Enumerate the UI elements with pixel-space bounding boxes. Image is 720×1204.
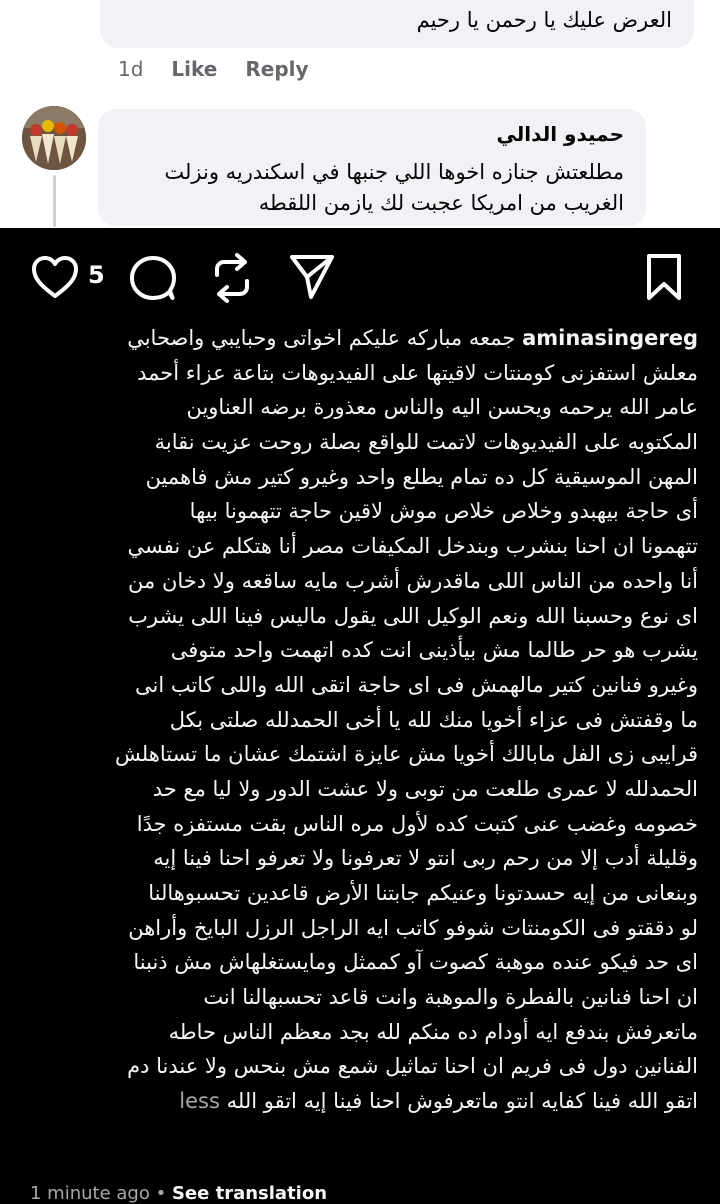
- post-meta: [30, 1183, 327, 1204]
- comment-bubble-icon[interactable]: [128, 254, 178, 302]
- post-time: 1 minute ago: [30, 1183, 150, 1204]
- like-button[interactable]: Like: [171, 57, 218, 81]
- caption-line: اى نوع وحسبنا الله ونعم الوكيل اللى يقول ماليس فينا اللى يشرب: [128, 603, 698, 628]
- caption-text: جمعه مباركه عليكم اخواتى وحبايبي واصحابي: [127, 326, 516, 350]
- comment-bubble[interactable]: [100, 0, 694, 48]
- comment-actions: [118, 57, 309, 81]
- reply-button[interactable]: Reply: [245, 57, 309, 81]
- post-username[interactable]: aminasingereg: [522, 326, 698, 350]
- caption-line: الحمدلله لا عمرى طلعت من توبى ولا عشت الدور ولا ليا مع حد: [152, 776, 698, 801]
- comment-time: 1d: [118, 57, 144, 81]
- post-section: [0, 228, 720, 1204]
- comment-bubble[interactable]: [98, 109, 646, 226]
- caption-line: ماتعرفش بندفع ايه أودام ده منكم لله بجد معظم الناس حاطه: [168, 1019, 698, 1044]
- caption-text: اتقو الله فينا كفايه انتو ماتعرفوش احنا فينا إيه اتقو الله: [226, 1089, 698, 1114]
- send-icon[interactable]: [287, 252, 337, 302]
- caption-line: خصومه وغضب عنى كتبت كده لأول مره الناس بقت مستفزه جدًا: [136, 811, 698, 836]
- caption-line: ان احنا فنانين بالفطرة والموهبة وانت قاعد تحسبهالنا انت: [203, 985, 698, 1010]
- bookmark-icon[interactable]: [644, 252, 684, 302]
- caption-line: [18, 1084, 698, 1119]
- caption-line: المكتوبه على الفيديوهات لاتمت للواقع بصلة روحت عزيت نقابة: [154, 430, 698, 455]
- comment-text: [104, 157, 624, 219]
- meta-separator: •: [155, 1183, 167, 1204]
- see-translation-link[interactable]: See translation: [171, 1183, 328, 1204]
- caption-line: الفنانين دول فى فريم ان احنا تماثيل شمع مش بنحس ولا عندنا دم: [127, 1054, 698, 1079]
- like-count[interactable]: 5: [88, 261, 105, 289]
- caption-line: [18, 321, 698, 356]
- thread-line: [53, 175, 56, 227]
- caption-line: اى حد فيكو عنده موهبة كصوت آو كممثل ومايستغلهاش مش ذنبنا: [133, 950, 698, 975]
- caption-line: يشرب هو حر طالما مش بيأذينى انت كده اتهمت واحد متوفى: [170, 638, 698, 663]
- caption-line: ما وقفتش فى عزاء أخويا منك لله يا أخى الحمدلله صلتى بكل: [169, 707, 698, 732]
- caption-line: وقليلة أدب إلا من رحم ربى انتو لا تعرفونا ولا تعرفو احنا فينا إيه: [153, 846, 698, 871]
- heart-icon[interactable]: [30, 254, 80, 300]
- caption-line: أى حاجة بيهبدو وخلاص خلاص موش لاقين حاجة تتهمونا بيها: [189, 499, 698, 524]
- less-link[interactable]: less: [179, 1089, 220, 1114]
- caption-line: تتهمونا ان احنا بنشرب وبندخل المكيفات مصر أنا هتكلم عن نفسي: [127, 534, 698, 559]
- caption-line: لو دققتو فى الكومنتات شوفو كاتب ايه الراجل الرزل البايخ وأراهن: [128, 915, 698, 940]
- avatar[interactable]: [22, 106, 86, 170]
- caption-line: وبنعانى من إيه حسدتونا وعنيكم جابتنا الأرض قاعدين تحسبوهالنا: [148, 881, 698, 905]
- comment-text: العرض عليك يا رحمن يا رحيم: [416, 8, 672, 32]
- repost-icon[interactable]: [208, 253, 256, 303]
- comment-author[interactable]: حميدو الدالي: [496, 122, 624, 146]
- post-caption: [18, 321, 698, 1119]
- comment-line: مطلعتش جنازه اخوها اللي جنبها في اسكندريه ونزلت: [164, 160, 624, 184]
- caption-line: وغيرو فنانين كتير مالهمش فى اى حاجة اتقى الله واللى كاتب انى: [134, 672, 698, 697]
- caption-line: المهن الموسيقية كل ده تمام يطلع واحد وغيرو كتير مش فاهمين: [145, 464, 698, 489]
- caption-line: معلش استفزنى كومنتات لاقيتها على الفيديوهات بتاعة عزاء أحمد: [137, 360, 698, 385]
- comment-line: الغريب من امريكا عجبت لك يازمن اللقطه: [258, 191, 624, 215]
- caption-line: قرايبى زى الفل مابالك أخويا مش عايزة اشتمك عشان ما تستاهلش: [115, 742, 698, 767]
- caption-line: أنا واحده من الناس اللى ماقدرش أشرب مايه ساقعه ولا دخان من: [128, 568, 698, 593]
- comments-section: [0, 0, 720, 228]
- caption-line: عامر الله يرحمه ويحسن اليه والناس معذورة برضه العناوين: [186, 395, 698, 420]
- action-bar: [0, 228, 720, 318]
